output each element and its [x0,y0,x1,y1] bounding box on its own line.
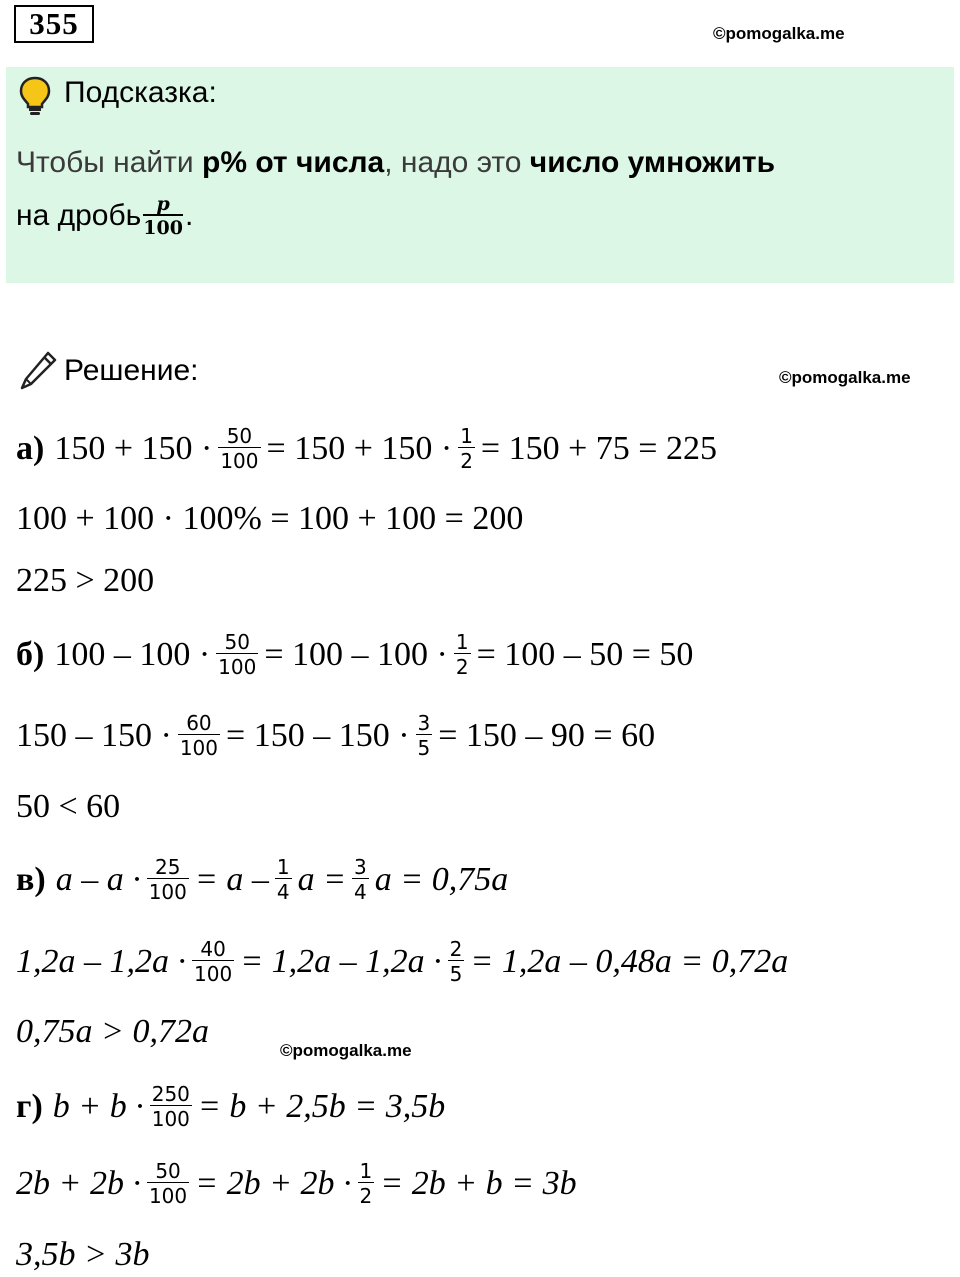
expr: 50 < 60 [16,788,121,825]
solution-line-b2 [16,712,655,759]
solution-line-v3 [16,1013,209,1051]
expr: 0,75a > 0,72a [16,1013,209,1050]
hint-bold: p% от числа [202,146,385,179]
expr: = 1,2a – 1,2a · [240,942,442,980]
item-label: б) [16,635,45,673]
expr: = 2b + 2b · [195,1164,352,1202]
item-label: а) [16,429,45,467]
solution-line-a2 [16,500,523,538]
solution-line-v1 [16,856,508,903]
solution-title: Решение: [64,354,199,387]
fraction: $\frac{50}{100}$ [220,424,259,473]
expr: 225 > 200 [16,562,155,599]
hint-line-2 [16,194,193,238]
expr: 2b + 2b · [16,1164,141,1202]
fraction: $\frac{3}{4}$ [354,855,367,904]
solution-line-g2 [16,1160,577,1207]
item-label: г) [16,1087,43,1125]
solution-line-g1 [16,1083,445,1130]
expr: a = [297,860,347,898]
fraction: $\frac{250}{100}$ [151,1082,190,1131]
item-label: в) [16,860,46,898]
expr: = a – [194,860,269,898]
hint-text: . [184,199,194,232]
fraction: $\frac{2}{5}$ [449,937,463,986]
expr: 3,5b > 3b [16,1236,150,1273]
solution-line-b3 [16,788,120,826]
solution-line-g3 [16,1236,149,1274]
fraction: $\frac{60}{100}$ [179,711,219,760]
expr: 1,2a – 1,2a · [16,942,186,980]
solution-line-a1 [16,425,717,472]
expr: b + b · [52,1087,144,1125]
fraction: $\frac{1}{2}$ [460,424,473,473]
expr: = 100 – 50 = 50 [476,635,694,673]
hint-fraction [143,194,183,238]
expr: = 1,2a – 0,48a = 0,72a [470,942,789,980]
fraction: $\frac{1}{4}$ [276,855,290,904]
solution-line-a3 [16,562,154,600]
hint-line-1 [16,146,775,180]
expr: 150 + 150 · [54,429,213,467]
fraction: $\frac{50}{100}$ [148,1159,188,1208]
expr: a = 0,75a [374,860,509,898]
fraction: $\frac{1}{2}$ [455,630,469,679]
watermark-top: ©pomogalka.me [713,24,845,43]
expr: = 100 – 100 · [264,635,448,673]
hint-text: на дробь [16,199,142,232]
watermark-bottom: ©pomogalka.me [280,1041,412,1060]
hint-text: Чтобы найти [16,146,203,179]
expr: = 150 – 90 = 60 [438,716,656,754]
problem-number: 355 [14,5,94,43]
hint-bold: число умножить [529,146,776,179]
lightbulb-icon [18,76,52,116]
expr: = b + 2,5b = 3,5b [197,1087,446,1125]
hint-text: , надо это [384,146,530,179]
solution-line-b1 [16,631,693,678]
solution-line-v2 [16,938,788,985]
expr: = 150 + 150 · [266,429,453,467]
pencil-icon [18,350,58,392]
hint-title: Подсказка: [64,76,217,109]
fraction: $\frac{3}{5}$ [417,711,431,760]
expr: = 150 + 75 = 225 [480,429,717,467]
expr: a – a · [55,860,141,898]
watermark-middle: ©pomogalka.me [779,368,911,387]
fraction: $\frac{1}{2}$ [359,1159,373,1208]
fraction-denominator: 100 [143,214,183,238]
expr: 100 – 100 · [54,635,211,673]
fraction: $\frac{50}{100}$ [218,630,257,679]
fraction: $\frac{25}{100}$ [148,855,187,904]
expr: 100 + 100 · 100% = 100 + 100 = 200 [16,500,524,537]
expr: = 2b + b = 3b [380,1164,577,1202]
expr: 150 – 150 · [16,716,172,754]
expr: = 150 – 150 · [226,716,410,754]
fraction: $\frac{40}{100}$ [194,937,233,986]
fraction-numerator: p [156,193,170,215]
